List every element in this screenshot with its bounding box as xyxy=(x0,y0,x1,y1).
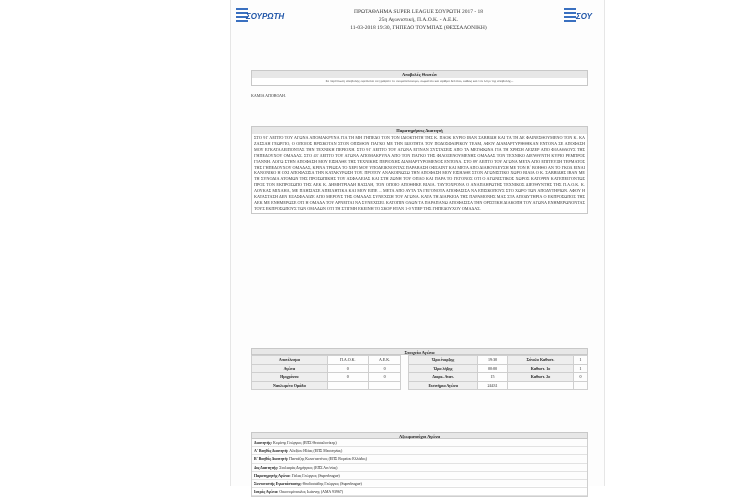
table-row xyxy=(252,364,588,373)
section-title: Στοιχεία Αγώνα xyxy=(251,348,588,355)
section-title: Αξιωματούχοι Αγώνα xyxy=(251,432,588,439)
spacer xyxy=(401,364,409,373)
referee-remarks-text: ΣΤΟ 91' ΛΕΠΤΟ ΤΟΥ ΑΓΩΝΑ ΑΠΟΜΑΚΡΥΝΑ ΓΙΑ ΤΗ ΜΗ ΓΗΠΕΔΟ ΤΟΝ ΤΟΝ ΙΔΙΟΚΤΗΤΗ ΤΗΣ Κ. ΠΑΟΚ ΚΥΡΙΟ ΙΒΑΝ ΣΑΒΒΙΔΗ ΚΑΙ ΤΑ ΤΗ ΔΕ ΦΑΙΝΕΣΘΟΥΜΕΝΟ ΤΟΝ Κ. ΚΑ ΖΑΣΣΑΗ ΓΕΩΡΓΙΟ, Ο ΟΠΟΙΟΣ ΒΡΙΣΚΟΤΑΝ ΣΤΟΝ ΟΠΙΣΘΟΝ ΠΑΓΚΟ ΜΕ ΤΗΝ ΙΔΙΟΤΗΤΑ ΤΟΥ ΠΟΔΟΣΦΑΙΡΙΚΟΥ ΤΕΑΜ, ΑΦΟΥ ΔΙΑΜΑΡΤΥΡΗΘΗΚΑΝ ΕΝΤΟΝΑ ΣΕ ΑΠΟΦΑΣΗ ΜΟΥ ΕΓΚΑΤΑΛΕΙΠΟΝΤΑΣ ΤΗΝ ΤΕΧΝΙΚΗ ΠΕΡΙΟΧΗ. ΣΤΟ 91' ΛΕΠΤΟ ΤΟΥ ΑΓΩΝΑ ΕΓΙΝΑΝ ΣΥΣΤΑΣΕΙΣ ΑΠΟ ΤΑ ΜΕΓΑΦΩΝΑ ΓΙΑ ΤΗ ΧΡΗΣΗ ΛΕΙΖΕΡ ΑΠΟ ΦΙΛΑΘΛΟΥΣ ΤΗΣ ΓΗΠΕΔΟΥΧΟΥ ΟΜΑΔΑΣ. ΣΤΟ 43' ΛΕΠΤΟ ΤΟΥ ΑΓΩΝΑ ΑΠΟΜΑΚΡΥΝΑ ΑΠΟ ΤΟΝ ΠΑΓΚΟ ΤΗΣ ΦΙΛΟΞΕΝΟΥΜΕΝΗΣ ΟΜΑΔΑΣ ΤΟΝ ΤΕΧΝΙΚΟ ΔΙΕΥΘΥΝΤΗ ΚΥΡΙΟ ΡΕΜΠΡΟΣ ΓΙΑΝΝΗ. ΛΟΓΩ ΣΤΗΝ ΑΠΟΦΑΣΗ ΜΟΥ ΕΙΣΗΛΘΕ ΤΗΣ ΤΕΧΝΙΚΗΣ ΠΕΡΙΟΧΗΣ ΔΙΑΜΑΡΤΥΡΟΜΕΝΟΣ ΕΝΤΟΝΑ. ΣΤΟ 89' ΛΕΠΤΟ ΤΟΥ ΑΓΩΝΑ ΜΕΤΑ ΑΠΟ ΕΠΙΤΕΥΞΗ ΤΕΡΜΑΤΟΣ ΤΗΣ ΓΗΠΕΔΟΥΧΟΥ ΟΜΑΔΑΣ, ΚΡΙΝΑ ΤΡΙΩΣΑ ΤΟ ΧΕΡΙ ΜΟΥ ΥΠΟΔΕΙΚΝΟΝΤΑΣ ΠΑΡΑΒΑΣΗ ΟΦΣΑΙΝΤ ΚΑΙ ΜΕΤΑ ΑΠΟ ΔΙΑΒΟΥΛΕΥΣΗ ΜΕ ΤΟΝ Β΄ ΒΟΗΘΟ ΑΝ ΤΟ ΓΚΟΛ ΕΙΝΑΙ ΚΑΝΟΝΙΚΟ Η ΟΧΙ ΑΠΟΦΑΣΙΣΑ ΤΗΝ ΚΑΤΑΚΥΡΩΣΗ ΤΟΥ. ΠΡΟΤΟΥ ΑΝΑΚΟΙΝΩΣΩ ΤΗΝ ΑΠΟΦΑΣΗ ΜΟΥ ΕΙΣΗΛΘΕ ΣΤΟΝ ΑΓΩΝΙΣΤΙΚΟ ΧΩΡΟ ΒΙΑΙΑ Ο Κ. ΣΑΒΒΙΔΗΣ ΙΒΑΝ ΜΕ ΤΗ ΣΥΝΟΔΙΑ ΑΤΟΜΩΝ ΤΗΣ ΠΡΟΣΩΠΙΚΗΣ ΤΟΥ ΑΣΦΑΛΕΙΑΣ ΚΑΙ ΣΤΗ ΖΩΝΗ ΤΟΥ ΟΠΛΟ ΚΑΙ ΠΑΡΑ ΤΟ ΓΕΓΟΝΟΣ ΟΤΙ Ο ΑΓΩΝΙΣΤΙΚΟΣ ΧΩΡΟΣ ΚΑΤΟΨΙΝ ΚΑΤΕΠΕΙΓΟΝΤΩΣ ΠΡΟΣ ΤΟΝ ΕΚΠΡΟΣΩΠΟ ΤΗΣ ΑΕΚ Κ. ΔΗΜΗΤΡΙΑΔΗ ΒΑΣΙΛΗ, ΤΟΝ ΟΠΟΙΟ ΑΠΟΘΗΚΕ ΒΙΑΙΑ. ΤΑΥΤΟΧΡΟΝΑ Ο ΑΝΑΠΛΗΡΩΤΗΣ ΤΕΧΝΙΚΟΣ ΔΙΕΥΘΥΝΤΗΣ ΤΗΣ Π.Α.Ο.Κ. Κ. ΛΟΥΚΑΣ ΜΙΧΑΗΛ, ΜΕ ΠΛΗΣΙΑΣΕ ΑΠΕΙΛΗΤΙΚΑ ΚΑΙ ΜΟΥ ΕΙΠΕ ... ΜΕΤΑ ΑΠΟ ΑΥΤΑ ΤΑ ΓΕΓΟΝΟΤΑ ΑΠΟΦΑΣΙΣΑ ΝΑ ΕΠΙΣΚΟΠΟΥΣ ΣΤΟ ΧΩΡΟ ΤΩΝ ΑΠΟΔΥΤΗΡΙΩΝ. ΑΦΟΥ Η ΚΑΤΑΣΤΑΣΗ ΔΕΝ ΕΞΑΣΦΑΛΙΖΕ ΑΠΟ ΜΕΡΟΥΣ ΤΗΣ ΟΜΑΔΑΣ ΣΥΝΕΧΙΣΗ ΤΟΥ ΑΓΩΝΑ. ΚΑΤΑ ΤΗ ΔΙΑΡΚΕΙΑ ΤΗΣ ΠΑΡΑΜΟΝΗΣ ΜΑΣ ΣΤΑ ΑΠΟΔΥΤΗΡΙΑ Ο ΕΚΠΡΟΣΩΠΟΣ ΤΗΣ ΑΕΚ ΜΕ ΕΝΗΜΕΡΩΣΕ ΟΤΙ Η ΟΜΑΔΑ ΤΟΥ ΑΡΝΕΙΤΑΙ ΝΑ ΣΥΝΕΧΙΣΕΙ. ΚΑΤΟΠΙΝ ΟΛΩΝ ΤΑ ΠΑΡΑΠΑΝΩ ΑΠΟΦΑΣΙΣΑ ΤΗΝ ΟΡΙΣΤΙΚΗ ΔΙΑΚΟΠΗ ΤΟΥ ΑΓΩΝΑ ΕΝΗΜΕΡΩΝΟΝΤΑΣ ΤΟΥΣ ΕΚΠΡΟΣΩΠΟΥΣ ΤΩΝ ΟΜΑΔΩΝ ΟΤΙ ΤΗ ΣΤΙΓΜΗ ΕΚΕΙΝΗ ΤΟ ΣΚΟΡ ΗΤΑΝ 1-0 ΥΠΕΡ ΤΗΣ ΓΗΠΕΔΟΥΧΟΥ ΟΜΑΔΑΣ. xyxy=(254,135,585,211)
section-title: Αποβολές Θεατών xyxy=(252,71,587,78)
official-role: Ιατρός Αγώνα: xyxy=(254,490,280,495)
table-row xyxy=(252,356,588,365)
report-header xyxy=(231,0,606,40)
stat-label: Ναυλωμένο Ομάδα xyxy=(252,381,328,390)
section-note: Σε περίπτωση αποβολής οφείλεται να γράψετε το ονοματεπώνυμο, σωματείο και αριθμό δελτίου, καθώς και τον λόγο της αποβολής... xyxy=(325,79,514,83)
official-row xyxy=(252,472,587,480)
official-name: Στυλιαράς Δημήτριος (ΕΠΣ Αιτ/νίας) xyxy=(279,465,338,470)
flag-icon xyxy=(564,8,576,22)
stat-label: Καθυστ. 1ο xyxy=(508,364,574,373)
official-role: 4ος Διαιτητής: xyxy=(254,465,280,470)
stat-home xyxy=(327,381,368,390)
official-row xyxy=(252,447,587,455)
official-role: Παρατηρητής Αγώνα: xyxy=(254,473,292,478)
stat-value: 15 xyxy=(478,373,508,382)
ejections-value: ΚΑΜΙΑ ΑΠΟΒΟΛΗ. xyxy=(251,93,286,98)
stat-label: Ώρα έναρξης xyxy=(409,356,478,365)
match-datetime-venue: 11-03-2018 19:30, ΓΗΠΕΔΟ ΤΟΥΜΠΑΣ (ΘΕΣΣΑΛΟΝΙΚΗ) xyxy=(350,25,487,31)
stat-empty xyxy=(508,381,574,390)
official-name: Οικονομόπουλος Ιωάννης (ΑΜΑ 93967) xyxy=(279,490,344,495)
official-name: Αλεξίου Ηλίας (ΕΠΣ Μεσσηνίας) xyxy=(289,449,343,454)
stat-value: 00:00 xyxy=(478,364,508,373)
official-name: Γάλας Γεώργιος (Superleague) xyxy=(291,473,340,478)
header-text xyxy=(286,8,551,32)
match-report-page xyxy=(230,0,605,495)
spectator-ejections-box xyxy=(251,70,588,86)
souroti-logo-left xyxy=(236,8,285,30)
logo-wordmark: ΣΟΥ xyxy=(576,12,592,21)
spacer xyxy=(401,373,409,382)
section-title: Παρατηρήσεις Διαιτητή xyxy=(252,127,587,134)
official-row xyxy=(252,488,587,496)
logo-wordmark: ΣΟΥΡΩΤΗ xyxy=(246,12,285,21)
official-name: Κομίνης Γεώργιος (ΕΠΣ Θεσσαλονίκης) xyxy=(272,441,337,445)
spacer xyxy=(401,356,409,365)
stat-label: Καθυστ. 2ο xyxy=(508,373,574,382)
league-title: ΠΡΩΤΑΘΛΗΜΑ SUPER LEAGUE ΣΟΥΡΩΤΗ 2017 - 18 xyxy=(353,9,484,15)
official-name: Παντάζης Κωνσταντίνος (ΕΠΣ Βορείου Ελλάδος) xyxy=(289,457,368,462)
stat-label: Εισιτήρια Αγώνα xyxy=(409,381,478,390)
stat-value: 1 xyxy=(573,364,587,373)
match-stats-table xyxy=(251,355,588,390)
stat-label: Διαρκ. Ανατ. xyxy=(409,373,478,382)
official-role: Διαιτητής: xyxy=(254,441,273,445)
table-row xyxy=(252,373,588,382)
stat-value: 19:30 xyxy=(478,356,508,365)
stat-home: Π.Α.Ο.Κ. xyxy=(327,356,368,365)
official-row xyxy=(252,455,587,463)
stat-empty xyxy=(573,381,587,390)
stat-away xyxy=(368,381,401,390)
stat-label: Σύνολο Καθυστ. xyxy=(508,356,574,365)
stat-value: 0 xyxy=(573,373,587,382)
match-round: 25η Αγωνιστική, Π.Α.Ο.Κ. - Α.Ε.Κ. xyxy=(378,17,459,23)
stat-value: 24431 xyxy=(478,381,508,390)
official-role: Β' Βοηθός Διαιτητή: xyxy=(254,457,290,462)
stat-label: Ώρα λήξης xyxy=(409,364,478,373)
stat-away: Α.Ε.Κ. xyxy=(368,356,401,365)
official-row xyxy=(252,439,587,447)
stat-value: 1 xyxy=(573,356,587,365)
referee-remarks-box xyxy=(251,126,588,214)
stat-away: 0 xyxy=(368,373,401,382)
stat-label: Αποτέλεσμα xyxy=(252,356,328,365)
stat-label: Αγώνα xyxy=(252,364,328,373)
stat-label: Ημιχρόνου xyxy=(252,373,328,382)
spacer xyxy=(401,381,409,390)
official-row xyxy=(252,464,587,472)
official-name: Θεοδοσιάδης Γεώργιος (Superleague) xyxy=(302,481,362,486)
stat-away: 0 xyxy=(368,364,401,373)
stat-home: 0 xyxy=(327,373,368,382)
officials-list xyxy=(251,439,588,497)
official-role: Α' Βοηθός Διαιτητή: xyxy=(254,449,290,454)
official-role: Συντονιστής Εγκατάστασης: xyxy=(254,481,303,486)
stat-home: 0 xyxy=(327,364,368,373)
official-row xyxy=(252,480,587,488)
table-row xyxy=(252,381,588,390)
souroti-logo-right xyxy=(564,8,604,30)
